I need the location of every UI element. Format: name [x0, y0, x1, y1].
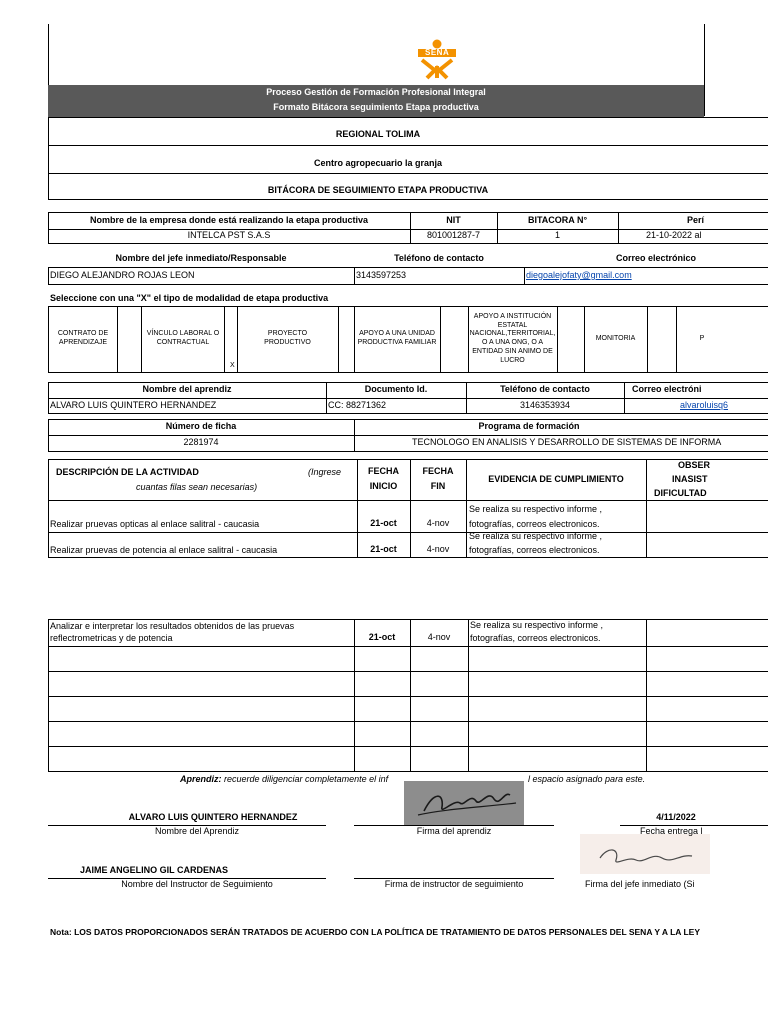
aprendiz-phone-value: 3146353934 — [519, 399, 571, 410]
table-row-2-evid1: Se realiza su respectivo informe , — [469, 531, 603, 541]
nit-label: NIT — [446, 214, 461, 225]
firma-jefe-caption: Firma del jefe inmediato (Si — [585, 878, 695, 889]
centro-label: Centro agropecuario la granja — [313, 158, 443, 169]
aprendiz-email-label: Correo electróni — [632, 384, 702, 395]
table-row-2-desc: Realizar pruevas de potencia al enlace salitral - caucasia — [50, 545, 278, 555]
bitacora-title: BITÁCORA DE SEGUIMIENTO ETAPA PRODUCTIVA — [267, 185, 489, 196]
nota-text — [50, 927, 700, 937]
col-desc-note1: (Ingrese — [308, 467, 342, 477]
col-fin-1: FECHA — [422, 466, 454, 477]
jefe-name-label: Nombre del jefe inmediato/Responsable — [115, 253, 287, 264]
jefe-signature — [580, 834, 710, 874]
aprendiz-signer-name: ALVARO LUIS QUINTERO HERNANDEZ — [128, 811, 298, 822]
process-title: Proceso Gestión de Formación Profesional Integral — [266, 87, 486, 98]
jefe-email-link[interactable]: diegoalejofaty@gmail.com — [526, 269, 632, 280]
col-evidencia: EVIDENCIA DE CUMPLIMIENTO — [488, 473, 624, 484]
sena-logo-text: SENA — [425, 48, 450, 57]
signature-scribble-icon — [404, 781, 524, 825]
modalidad-proyecto: PROYECTO PRODUCTIVO — [264, 330, 311, 346]
jefe-name-value: DIEGO ALEJANDRO ROJAS LEON — [50, 269, 195, 280]
table-row-1-evid1: Se realiza su respectivo informe , — [469, 504, 603, 514]
empresa-label: Nombre de la empresa donde está realizando la etapa productiva — [89, 214, 369, 225]
periodo-label: Perí — [687, 214, 705, 225]
table-row-3-evid2: fotografías, correos electronicos. — [470, 633, 601, 643]
table-row-3-desc1: Analizar e interpretar los resultados obtenidos de las pruevas — [50, 621, 295, 631]
modalidad-mark[interactable]: X — [230, 362, 235, 369]
aprendiz-doc-value: CC: 88271362 — [328, 399, 387, 410]
table-row-3-fin: 4-nov — [427, 632, 451, 643]
table-row-3-desc2: reflectrometricas y de potencia — [50, 633, 173, 643]
modalidad-monitoria: MONITORIA — [595, 334, 636, 342]
instructor-signer-name: JAIME ANGELINO GIL CARDENAS — [80, 864, 229, 875]
aprendiz-email-link[interactable]: alvaroluisq6 — [680, 399, 729, 410]
fecha-entrega-caption: Fecha entrega l — [640, 825, 703, 836]
sena-logo-icon — [412, 38, 462, 80]
firma-aprendiz-caption: Firma del aprendiz — [416, 825, 492, 836]
table-row-2-evid2: fotografías, correos electronicos. — [469, 545, 600, 555]
table-row-2-inicio: 21-oct — [370, 544, 397, 555]
bitacora-number-label: BITACORA N° — [527, 214, 588, 225]
ficha-value: 2281974 — [183, 437, 219, 448]
modalidad-vinculo: VÍNCULO LABORAL O CONTRACTUAL — [146, 330, 220, 346]
col-desc-note2: cuantas filas sean necesarias) — [136, 482, 258, 492]
regional-label: REGIONAL TOLIMA — [335, 129, 421, 140]
aprendiz-name-label: Nombre del aprendiz — [142, 384, 232, 395]
sena-logo — [412, 38, 462, 80]
aprendiz-name-caption: Nombre del Aprendiz — [154, 825, 240, 836]
footer-note-right: l espacio asignado para este. — [528, 774, 646, 784]
aprendiz-name-value: ALVARO LUIS QUINTERO HERNANDEZ — [50, 399, 217, 410]
aprendiz-phone-label: Teléfono de contacto — [500, 384, 590, 395]
col-obs-2: INASIST — [672, 474, 708, 485]
bitacora-number-value: 1 — [554, 230, 560, 241]
programa-value: TECNOLOGO EN ANALISIS Y DESARROLLO DE SISTEMAS DE INFORMA — [412, 437, 722, 448]
footer-note — [180, 774, 388, 784]
firma-instructor-caption: Firma de instructor de seguimiento — [384, 878, 524, 889]
table-row-1-fin: 4-nov — [426, 518, 450, 529]
signature-scribble-icon — [580, 834, 710, 874]
col-desc-header: DESCRIPCIÓN DE LA ACTIVIDAD — [56, 467, 199, 477]
nota-label: Nota: — [50, 927, 72, 937]
modalidad-unidad-familiar: APOYO A UNA UNIDAD PRODUCTIVA FAMILIAR — [357, 330, 437, 346]
modalidad-contrato: CONTRATO DE APRENDIZAJE — [57, 330, 109, 346]
jefe-phone-value: 3143597253 — [356, 269, 407, 280]
aprendiz-doc-label: Documento Id. — [364, 384, 428, 395]
instructor-name-caption: Nombre del Instructor de Seguimiento — [121, 878, 273, 889]
col-inicio-1: FECHA — [368, 466, 399, 477]
ficha-label: Número de ficha — [165, 421, 237, 432]
table-row-2-fin: 4-nov — [426, 544, 450, 555]
jefe-phone-label: Teléfono de contacto — [394, 253, 484, 264]
footer-note-label: Aprendiz: — [180, 774, 222, 784]
table-row-1-desc: Realizar pruevas opticas al enlace salitral - caucasia — [50, 519, 260, 529]
col-obs-3: DIFICULTAD — [654, 488, 707, 499]
jefe-email-label: Correo electrónico — [616, 253, 697, 264]
table-row-1-inicio: 21-oct — [370, 518, 397, 529]
nota-body: LOS DATOS PROPORCIONADOS SERÁN TRATADOS DE ACUERDO CON LA POLÍTICA DE TRATAMIENTO DE DATOS PERSONALES DEL SENA Y A LA LEY — [74, 927, 701, 937]
periodo-value: 21-10-2022 al — [646, 230, 702, 241]
col-inicio-2: INICIO — [369, 481, 398, 492]
programa-label: Programa de formación — [478, 421, 580, 432]
table-row-1-evid2: fotografías, correos electronicos. — [469, 519, 600, 529]
modalidad-partial: P — [699, 334, 705, 342]
aprendiz-signature — [404, 781, 524, 825]
modalidad-institucion: APOYO A INSTITUCIÓN ESTATAL NACIONAL,TERRITORIAL, O A UNA ONG, O A ENTIDAD SIN ANIMO DE LUCRO — [469, 312, 556, 364]
table-row-3-inicio: 21-oct — [368, 632, 396, 643]
nit-value: 801001287-7 — [426, 230, 481, 241]
fecha-entrega-value: 4/11/2022 — [656, 811, 696, 822]
modalidad-instruction: Seleccione con una "X" el tipo de modalidad de etapa productiva — [50, 293, 329, 304]
col-fin-2: FIN — [430, 481, 446, 492]
footer-note-left: recuerde diligenciar completamente el inf — [224, 774, 389, 784]
format-title: Formato Bitácora seguimiento Etapa productiva — [273, 102, 479, 113]
col-obs-1: OBSER — [678, 460, 711, 471]
table-row-3-evid1: Se realiza su respectivo informe , — [470, 620, 604, 630]
empresa-value: INTELCA PST S.A.S — [187, 230, 271, 241]
